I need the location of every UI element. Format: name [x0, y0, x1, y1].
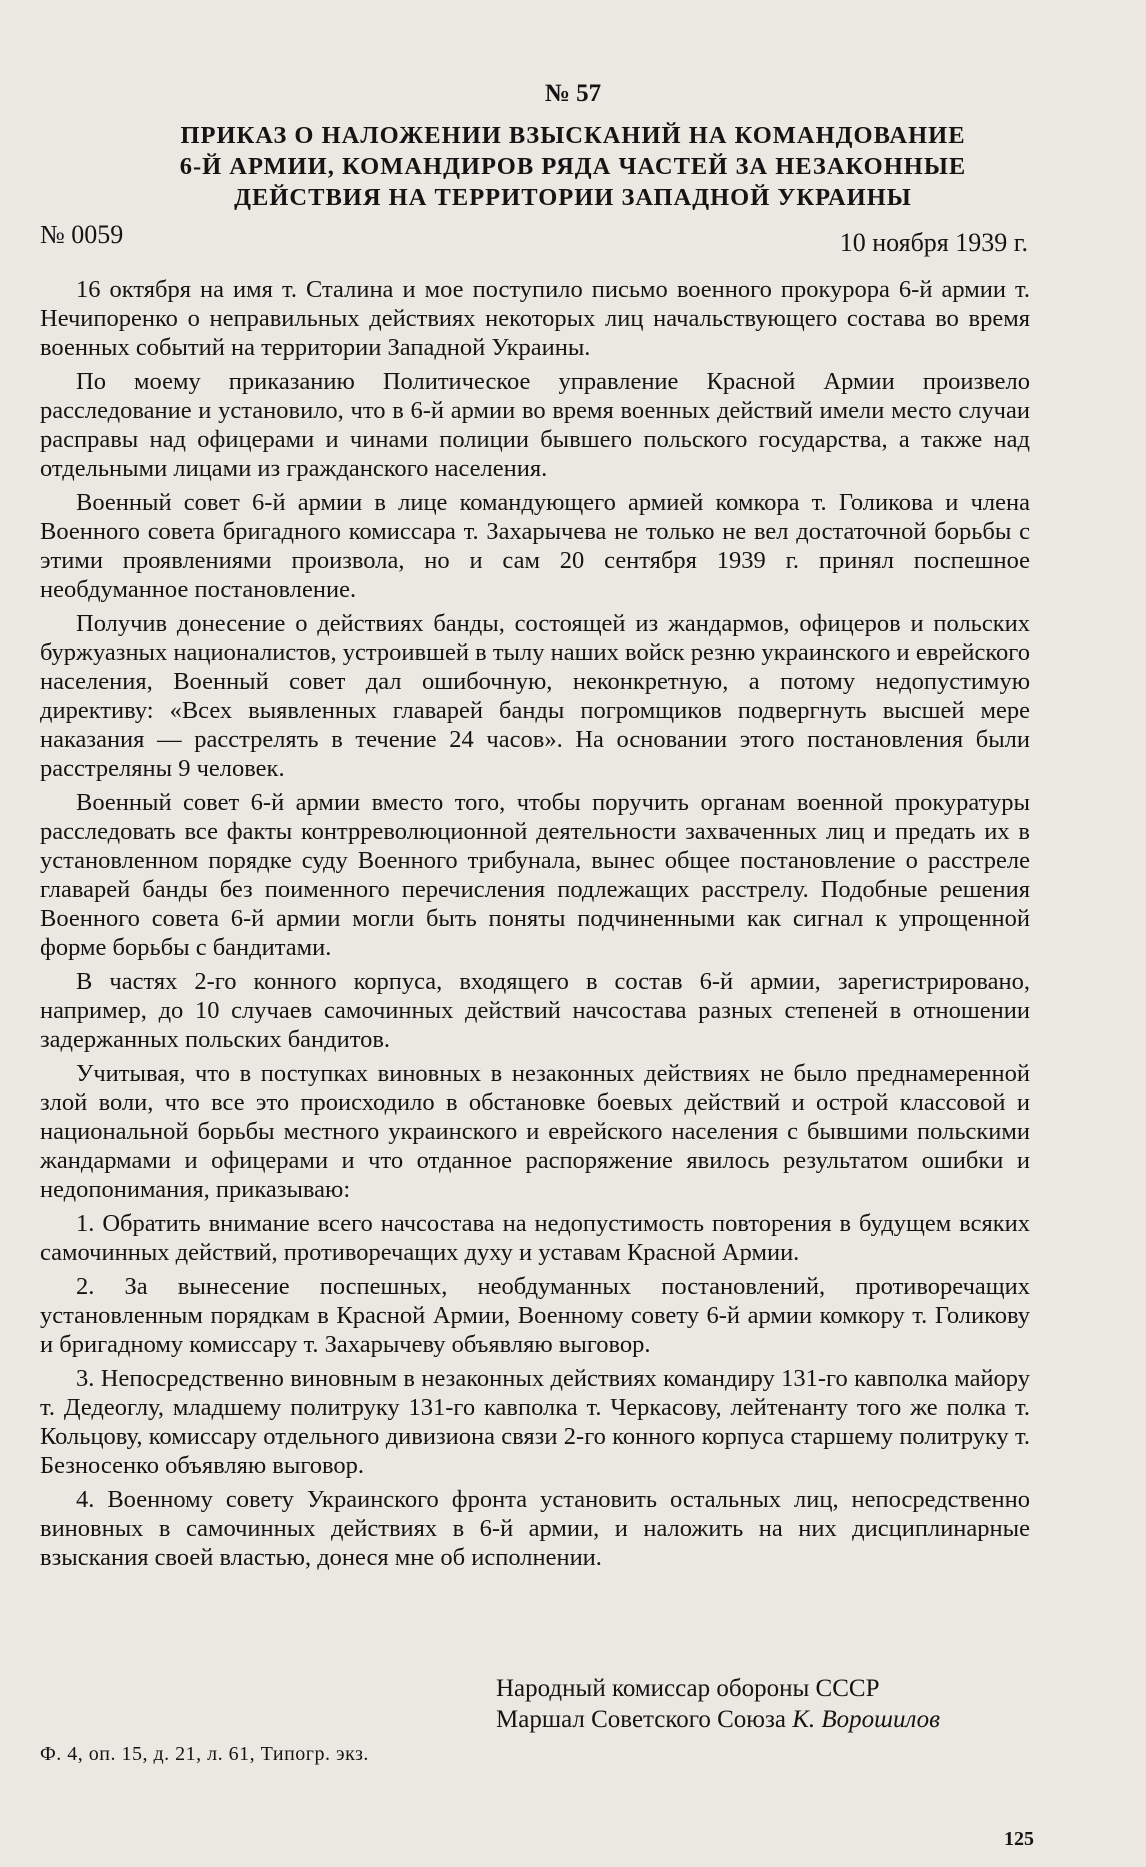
paragraph: Военный совет 6-й армии в лице командующего армией комкора т. Голикова и члена Военного совета бригадного комиссара т. Захарычева не только не вел достаточной борьбы с этими проявлениями произвола, но и сам 20 сентября 1939 г. принял поспешное необдуманное постановление.	[40, 489, 1030, 603]
paragraph: По моему приказанию Политическое управление Красной Армии произвело расследование и установило, что в 6-й армии во время военных действий имели место случаи расправы над офицерами и чинами полиции бывшего польского государства, а также над отдельными лицами из гражданского населения.	[40, 368, 1030, 482]
order-date: 10 ноября 1939 г.	[839, 228, 1028, 257]
archive-reference: Ф. 4, оп. 15, д. 21, л. 61, Типогр. экз.	[40, 1743, 369, 1765]
title-line: ПРИКАЗ О НАЛОЖЕНИИ ВЗЫСКАНИЙ НА КОМАНДОВАНИЕ	[180, 122, 966, 149]
signature-name: К. Ворошилов	[792, 1706, 941, 1733]
title-line: ДЕЙСТВИЯ НА ТЕРРИТОРИИ ЗАПАДНОЙ УКРАИНЫ	[234, 184, 912, 211]
paragraph: Военный совет 6-й армии вместо того, чтобы поручить органам военной прокуратуры расследовать все факты контрреволюционной деятельности захваченных лиц и предать их в установленном порядке суду Военного трибунала, вынес общее постановление о расстреле главарей банды без поименного перечисления подлежащих расстрелу. Подобные решения Военного совета 6-й армии могли быть поняты подчиненными как сигнал к упрощенной форме борьбы с бандитами.	[40, 789, 1030, 961]
paragraph: Получив донесение о действиях банды, состоящей из жандармов, офицеров и польских буржуазных националистов, устроившей в тылу наших войск резню украинского и еврейского населения, Военный совет дал ошибочную, неконкретную, а потому недопустимую директиву: «Всех выявленных главарей банды погромщиков подвергнуть высшей мере наказания — расстрелять в течение 24 часов». На основании этого постановления были расстреляны 9 человек.	[40, 610, 1030, 782]
paragraph: В частях 2-го конного корпуса, входящего в состав 6-й армии, зарегистрировано, например, до 10 случаев самочинных действий начсостава разных степеней в отношении задержанных польских бандитов.	[40, 968, 1030, 1053]
paragraph: 16 октября на имя т. Сталина и мое поступило письмо военного прокурора 6-й армии т. Нечипоренко о неправильных действиях некоторых лиц начальствующего состава во время военных событий на территории Западной Украины.	[40, 276, 1030, 361]
signature-rank: Маршал Советского Союза	[496, 1706, 786, 1733]
signature-title: Народный комиссар обороны СССР	[496, 1675, 880, 1702]
signature-rank-line	[496, 1704, 1036, 1735]
order-item-4: 4. Военному совету Украинского фронта установить остальных лиц, непосредственно виновных в самочинных действиях в 6-й армии, и наложить на них дисциплинарные взыскания своей властью, донеся мне об исполнении.	[40, 1486, 1030, 1571]
title-line: 6-Й АРМИИ, КОМАНДИРОВ РЯДА ЧАСТЕЙ ЗА НЕЗАКОННЫЕ	[179, 153, 967, 180]
document-title	[100, 120, 1046, 213]
paragraph: Учитывая, что в поступках виновных в незаконных действиях не было преднамеренной злой воли, что все это происходило в обстановке боевых действий и острой классовой и национальной борьбы местного украинского и еврейского населения с бывшими польскими жандармами и офицерами и что отданное распоряжение явилось результатом ошибки и недопонимания, приказываю:	[40, 1060, 1030, 1203]
order-item-2: 2. За вынесение поспешных, необдуманных постановлений, противоречащих установленным порядкам в Красной Армии, Военному совету 6-й армии комкору т. Голикову и бригадному комиссару т. Захарычеву объявляю выговор.	[40, 1273, 1030, 1358]
order-item-1: 1. Обратить внимание всего начсостава на недопустимость повторения в будущем всяких самочинных действий, противоречащих духу и уставам Красной Армии.	[40, 1210, 1030, 1266]
order-item-3: 3. Непосредственно виновным в незаконных действиях командиру 131-го кавполка майору т. Дедеоглу, младшему политруку 131-го кавполка т. Черкасову, лейтенанту того же полка т. Кольцову, комиссару отдельного дивизиона связи 2-го конного корпуса старшему политруку т. Безносенко объявляю выговор.	[40, 1365, 1030, 1479]
signature-block	[496, 1673, 1036, 1735]
page-number: 125	[1004, 1828, 1034, 1850]
order-body	[40, 275, 1030, 1577]
order-number: № 0059	[40, 220, 124, 249]
document-number: № 57	[544, 80, 602, 107]
